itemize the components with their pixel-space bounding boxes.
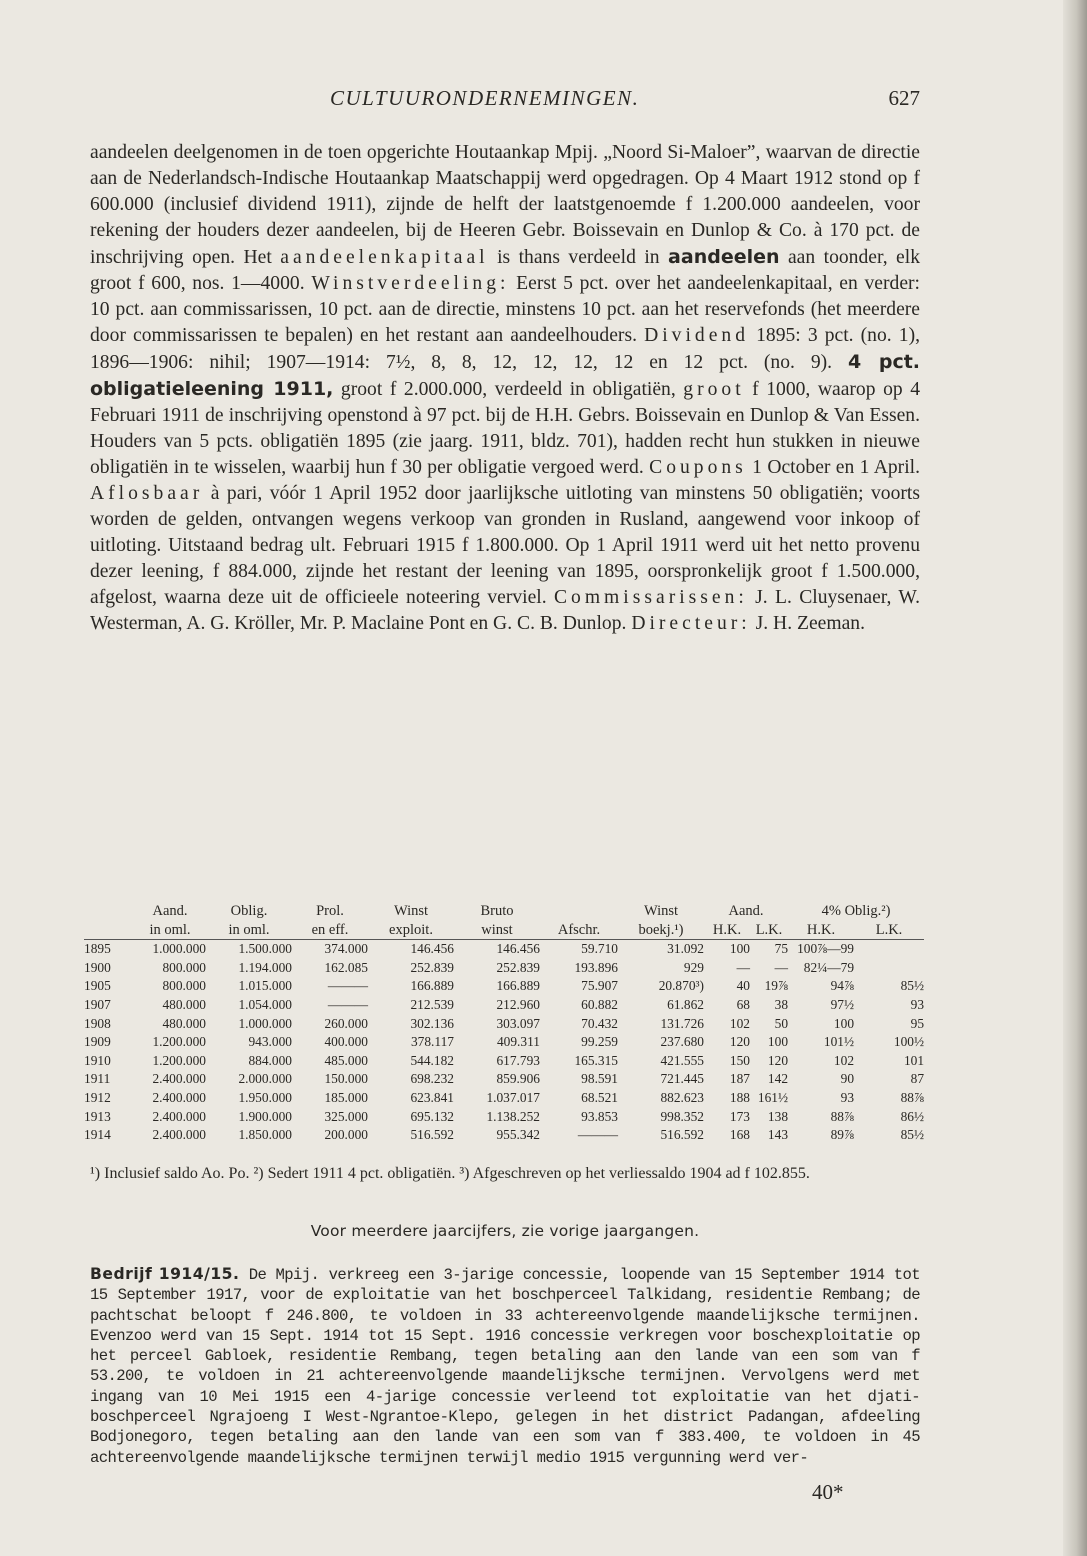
table-header-bottom (84, 921, 924, 940)
company-description (90, 140, 920, 637)
year-cell: 1900 (84, 959, 111, 975)
table-cell: 400.000 (324, 1034, 368, 1050)
header-cell: H.K. (704, 921, 750, 940)
table-cell: 200.000 (324, 1127, 368, 1143)
text-run: f 600.000 (inclusief dividend 1911), zijnde de helft der laatstgenoemde f 1.200.000 aandeelen, voor rekening der houders dezer aandeelen, bij de Heeren Gebr. Boissevain en Dunlop & Co. à 170 pct. de inschrijving open. Het (90, 168, 920, 268)
table-cell: 38 (774, 996, 789, 1012)
text-run: f 1000, waarop op 4 Februari 1911 de inschrijving openstond à 97 pct. bij de H.H. Gebrs. Boissevain en Dunlop & Van Essen. Houders van 5 pcts. obligatiën 1895 (zie jaarg. 1911, bldz. 701), hadden recht hun stukken in nieuwe obligatiën in te wisselen, waarbij hun f 30 per obligatie vergoed werd. (90, 379, 920, 478)
table-cell: 212.539 (410, 996, 454, 1012)
page-header (90, 86, 920, 116)
year-cell: 1911 (84, 1071, 111, 1087)
table-cell: 2.400.000 (152, 1089, 206, 1105)
table-cell: 544.182 (410, 1052, 454, 1068)
term-directeur: Directeur: (631, 613, 751, 634)
table-cell: 100½ (893, 1034, 925, 1050)
text-run: groot f 2.000.000, verdeeld in obligatiën, (333, 379, 684, 400)
year-cell: 1907 (84, 996, 111, 1012)
footnotes (90, 1164, 920, 1184)
table-cell: 165.315 (574, 1052, 618, 1068)
table-cell: 884.000 (248, 1052, 292, 1068)
table-cell: 88⅞ (900, 1089, 925, 1105)
year-cell: 1912 (84, 1089, 111, 1105)
header-cell: L.K. (750, 921, 788, 940)
table-cell: 93 (840, 1089, 855, 1105)
table-cell: ——— (577, 1127, 618, 1143)
table-cell: 68.521 (581, 1089, 618, 1105)
table-cell: 89⅞ (830, 1127, 855, 1143)
footnote-text: ¹) Inclusief saldo Ao. Po. ²) Sedert 1911 4 pct. obligatiën. ³) Afgeschreven op het verliessaldo 1904 ad f 102.855. (90, 1165, 810, 1182)
table-cell: 101½ (823, 1034, 855, 1050)
table-cell: 302.136 (410, 1015, 454, 1031)
table-cell: 187 (729, 1071, 750, 1087)
table-cell (854, 959, 924, 978)
header-cell: Afschr. (540, 921, 618, 940)
table-cell: 93 (910, 996, 925, 1012)
table-cell: 31.092 (667, 941, 704, 957)
table-cell: 1.200.000 (152, 1034, 206, 1050)
table-cell: 252.839 (410, 959, 454, 975)
term-aflosbaar: Aflosbaar (90, 483, 204, 504)
table-cell: 252.839 (496, 959, 540, 975)
table-cell: 325.000 (324, 1108, 368, 1124)
table-cell: 166.889 (410, 978, 454, 994)
table-cell: 95 (910, 1015, 925, 1031)
table-cell: 20.870³) (658, 978, 704, 994)
table-cell: 138 (767, 1108, 789, 1124)
table-cell: 1.950.000 (238, 1089, 292, 1105)
table-cell: 1.000.000 (152, 941, 206, 957)
table-cell: 102 (833, 1052, 855, 1068)
year-cell: 1905 (84, 978, 111, 994)
table-cell: 87 (910, 1071, 925, 1087)
table-cell: 142 (767, 1071, 789, 1087)
table-cell: 480.000 (162, 996, 206, 1012)
table-cell: 146.456 (496, 941, 540, 957)
table-cell: 99.259 (581, 1034, 618, 1050)
table-cell: 2.400.000 (152, 1108, 206, 1124)
table-cell: 86½ (900, 1108, 925, 1124)
header-cell: L.K. (854, 921, 924, 940)
text-run: 1 October en 1 April. (746, 457, 920, 478)
table-cell: 882.623 (660, 1089, 704, 1105)
table-cell: 695.132 (410, 1108, 454, 1124)
header-cell: Aand. (152, 903, 188, 919)
table-cell: 59.710 (581, 941, 618, 957)
header-cell: Aand. (728, 903, 764, 919)
term-aandeelen: aandeelen (668, 246, 780, 268)
term-aandeelenkapitaal: aandeelenkapitaal (280, 247, 489, 268)
header-cell (540, 902, 618, 921)
table-cell: 166.889 (496, 978, 540, 994)
table-cell: 82¼—79 (803, 959, 855, 975)
text-run: J. H. Zeeman. (750, 613, 865, 634)
table-cell: 516.592 (660, 1127, 704, 1143)
table-cell: 100⅞—99 (797, 941, 855, 957)
table-cell: 100 (767, 1034, 789, 1050)
table-cell: 162.085 (324, 959, 368, 975)
header-cell: Prol. (316, 903, 344, 919)
header-cell: boekj.¹) (618, 921, 704, 940)
table-cell: 2.400.000 (152, 1127, 206, 1143)
table-cell: 955.342 (496, 1127, 540, 1143)
table-cell: 943.000 (248, 1034, 292, 1050)
text-run: 1895: 3 pct. (no. 1), 1896—1906: nihil; 1907—1914: 7½, 8, 8, 12, 12, 12, 12 en 12 pct. (no. 9). (90, 325, 920, 373)
table-cell: 1.054.000 (238, 996, 292, 1012)
text-run: à pari, vóór 1 April 1952 door jaarlijksche uitloting van minstens 50 obligatiën; voorts worden de gelden, ontvangen wegens verkoop van gronden in Rusland, aangewend voor inkoop of uitloting. Uitstaand bedrag ult. Februari 1915 f 1.800.000. Op 1 April 1911 werd uit het netto provenu dezer leening, f 884.000, zijnde het restant der leening van 1895, oorspronkelijk groot f 1.500.000, afgelost, waarna deze uit de officieele noteering verviel. (90, 483, 920, 608)
table-cell: 1.037.017 (486, 1089, 540, 1105)
table-cell: 1.015.000 (238, 978, 292, 994)
table-cell: 998.352 (660, 1108, 704, 1124)
table-cell: 1.194.000 (238, 959, 292, 975)
bedrijf-text: De Mpij. verkreeg een 3-jarige concessie, loopende van 15 September 1914 tot 15 September 1917, voor de exploitatie van het boschperceel Talkidang, residentie Rembang; de pachtschat beloopt f 246.800, te voldoen in 33 achtereenvolgende maandelijksche termijnen. Evenzoo werd van 15 Sept. 1914 tot 15 Sept. 1916 concessie verkregen voor boschexploitatie op het perceel Gabloek, residentie Rembang, tegen betaling aan den lande van een som van f 53.200, te voldoen in 21 achtereenvolgende maandelijksche termijnen. Vervolgens werd met ingang van 10 Mei 1915 een 4-jarige concessie verleend tot exploitatie van het djati-boschperceel Ngrajoeng I West-Ngrantoe-Klepo, gelegen in het district Padangan, afdeeling Bodjonegoro, tegen betaling aan den lande van een som van f 383.400, te voldoen in 45 achtereenvolgende maandelijksche termijnen terwijl medio 1915 vergunning werd ver- (90, 1266, 920, 1467)
table-cell: 173 (729, 1108, 750, 1124)
table-cell: 150.000 (324, 1071, 368, 1087)
table-cell: 161½ (757, 1089, 789, 1105)
table-cell (854, 940, 924, 959)
table-cell: 1.900.000 (238, 1108, 292, 1124)
header-cell: Winst (393, 903, 429, 919)
table-cell: 97½ (830, 996, 855, 1012)
year-cell: 1914 (84, 1127, 111, 1143)
header-cell: Winst (643, 903, 679, 919)
table-cell: 859.906 (496, 1071, 540, 1087)
year-cell: 1913 (84, 1108, 111, 1124)
table-cell: 409.311 (496, 1034, 540, 1050)
table-cell: 1.850.000 (238, 1127, 292, 1143)
table-cell: 260.000 (324, 1015, 368, 1031)
table-cell: 188 (729, 1089, 750, 1105)
bedrijf-paragraph (90, 1264, 920, 1468)
year-cell: 1895 (84, 941, 111, 957)
table-cell: 19⅞ (764, 978, 789, 994)
year-cell: 1910 (84, 1052, 111, 1068)
table-cell: 1.000.000 (238, 1015, 292, 1031)
header-cell: Bruto (480, 903, 514, 919)
table-cell: 60.882 (581, 996, 618, 1012)
table-cell: 617.793 (496, 1052, 540, 1068)
more-years-note: Voor meerdere jaarcijfers, zie vorige jaargangen. (310, 1222, 700, 1240)
table-cell: 150 (729, 1052, 750, 1068)
table-cell: 85½ (900, 1127, 925, 1143)
page-number: 627 (888, 86, 920, 110)
table-cell: 131.726 (660, 1015, 704, 1031)
header-cell: H.K. (788, 921, 854, 940)
text-run: Eerst 5 pct. over het aandeelenkapitaal, en verder: 10 pct. aan commissarissen, 10 pct. aan de directie, minstens 10 pct. aan het reservefonds (het meerdere door commissarissen te bepalen) en het restant aan aandeelhouders. (90, 273, 920, 346)
table-cell: 70.432 (581, 1015, 618, 1031)
text-run: J. L. Cluysenaer, W. Westerman, A. G. Kröller, Mr. P. Maclaine Pont en G. C. B. Dunlop. (90, 587, 920, 634)
year-cell: 1909 (84, 1034, 111, 1050)
header-cell: in oml. (206, 921, 292, 940)
table-cell: — (774, 959, 789, 975)
table-row (84, 996, 924, 1015)
term-dividend: Dividend (644, 325, 749, 346)
term-obligatieleening: 4 pct. obligatieleening 1911, (90, 351, 921, 400)
table-cell: 98.591 (581, 1071, 618, 1087)
table-cell: 1.500.000 (238, 941, 292, 957)
table-cell: 90 (840, 1071, 855, 1087)
term-coupons: Coupons (649, 457, 747, 478)
table-cell: 374.000 (324, 941, 368, 957)
table-cell: 68 (736, 996, 750, 1012)
table-row (84, 1089, 924, 1108)
table-cell: 50 (774, 1015, 789, 1031)
term-commissarissen: Commissarissen: (553, 587, 748, 608)
table-row (84, 1126, 924, 1145)
table-cell: 698.232 (410, 1071, 454, 1087)
table-cell: ——— (327, 996, 368, 1012)
table-cell: 929 (683, 959, 704, 975)
table-row (84, 1108, 924, 1127)
table-cell: 516.592 (410, 1127, 454, 1143)
header-cell: exploit. (368, 921, 454, 940)
table-row (84, 940, 924, 959)
header-cell (84, 921, 134, 940)
year-cell: 1908 (84, 1015, 111, 1031)
table-cell: 94⅞ (830, 978, 855, 994)
table-cell: 61.862 (667, 996, 704, 1012)
table-row (84, 1052, 924, 1071)
table-header-top (84, 902, 924, 921)
table-cell: 800.000 (162, 978, 206, 994)
table-cell: 721.445 (660, 1071, 704, 1087)
table-cell: 88⅞ (830, 1108, 855, 1124)
table-cell: 800.000 (162, 959, 206, 975)
table-cell: 1.138.252 (486, 1108, 540, 1124)
text-run: is thans verdeeld in (488, 247, 669, 268)
table-cell: 1.200.000 (152, 1052, 206, 1068)
table-cell: 193.896 (574, 959, 618, 975)
header-cell: Oblig. (230, 903, 268, 919)
table-cell: 485.000 (324, 1052, 368, 1068)
bedrijf-heading: Bedrijf 1914/15. (90, 1265, 240, 1283)
table-cell: 85½ (900, 978, 925, 994)
table-cell: 303.097 (496, 1015, 540, 1031)
term-winstverdeeling: Winstverdeeling: (311, 273, 510, 294)
table-cell: 2.400.000 (152, 1071, 206, 1087)
financial-table (84, 902, 924, 1145)
table-cell: 378.117 (410, 1034, 454, 1050)
table-cell: 168 (729, 1127, 750, 1143)
signature-mark: 40* (812, 1480, 844, 1504)
table-cell: 75 (774, 941, 789, 957)
table-cell: 120 (767, 1052, 789, 1068)
table-cell: 120 (729, 1034, 750, 1050)
table-cell: 185.000 (324, 1089, 368, 1105)
header-cell: winst (454, 921, 540, 940)
table-cell: 75.907 (581, 978, 618, 994)
header-cell: 4% Oblig.²) (821, 903, 891, 919)
table-cell: 102 (729, 1015, 750, 1031)
table-row (84, 1015, 924, 1034)
table-cell: 143 (767, 1127, 789, 1143)
header-cell (84, 902, 134, 921)
table-cell: 2.000.000 (238, 1071, 292, 1087)
page-edge-shadow (1063, 0, 1087, 1556)
table-row (84, 959, 924, 978)
header-cell: en eff. (292, 921, 368, 940)
term-groot: groot (683, 379, 745, 400)
table-cell: 40 (736, 978, 750, 994)
table-cell: — (736, 959, 750, 975)
table-row (84, 1033, 924, 1052)
table-row (84, 1070, 924, 1089)
table-cell: 100 (833, 1015, 855, 1031)
table-cell: 623.841 (410, 1089, 454, 1105)
running-title: CULTUURONDERNEMINGEN. (330, 86, 640, 110)
text-run: aandeelen deelgenomen in de toen opgerichte Houtaankap Mpij. „Noord Si-Maloer”, waarvan de directie aan de Nederlandsch-Indische Houtaankap Maatschappij werd opgedragen. Op 4 Maart 1912 stond op (90, 142, 920, 189)
table-cell: 100 (729, 941, 750, 957)
bedrijf-section (90, 1264, 920, 1468)
table-cell: 146.456 (410, 941, 454, 957)
table-cell: 480.000 (162, 1015, 206, 1031)
table-cell: 212.960 (496, 996, 540, 1012)
table-cell: 421.555 (660, 1052, 704, 1068)
text-run: aan toonder, elk groot f 600, nos. 1—4000. (90, 247, 920, 294)
table-cell: 101 (903, 1052, 925, 1068)
table-body (84, 940, 924, 1145)
header-cell: in oml. (134, 921, 206, 940)
description-paragraph (90, 140, 920, 637)
table-cell: 237.680 (660, 1034, 704, 1050)
table-cell: ——— (327, 978, 368, 994)
table-cell: 93.853 (581, 1108, 618, 1124)
table-row (84, 977, 924, 996)
